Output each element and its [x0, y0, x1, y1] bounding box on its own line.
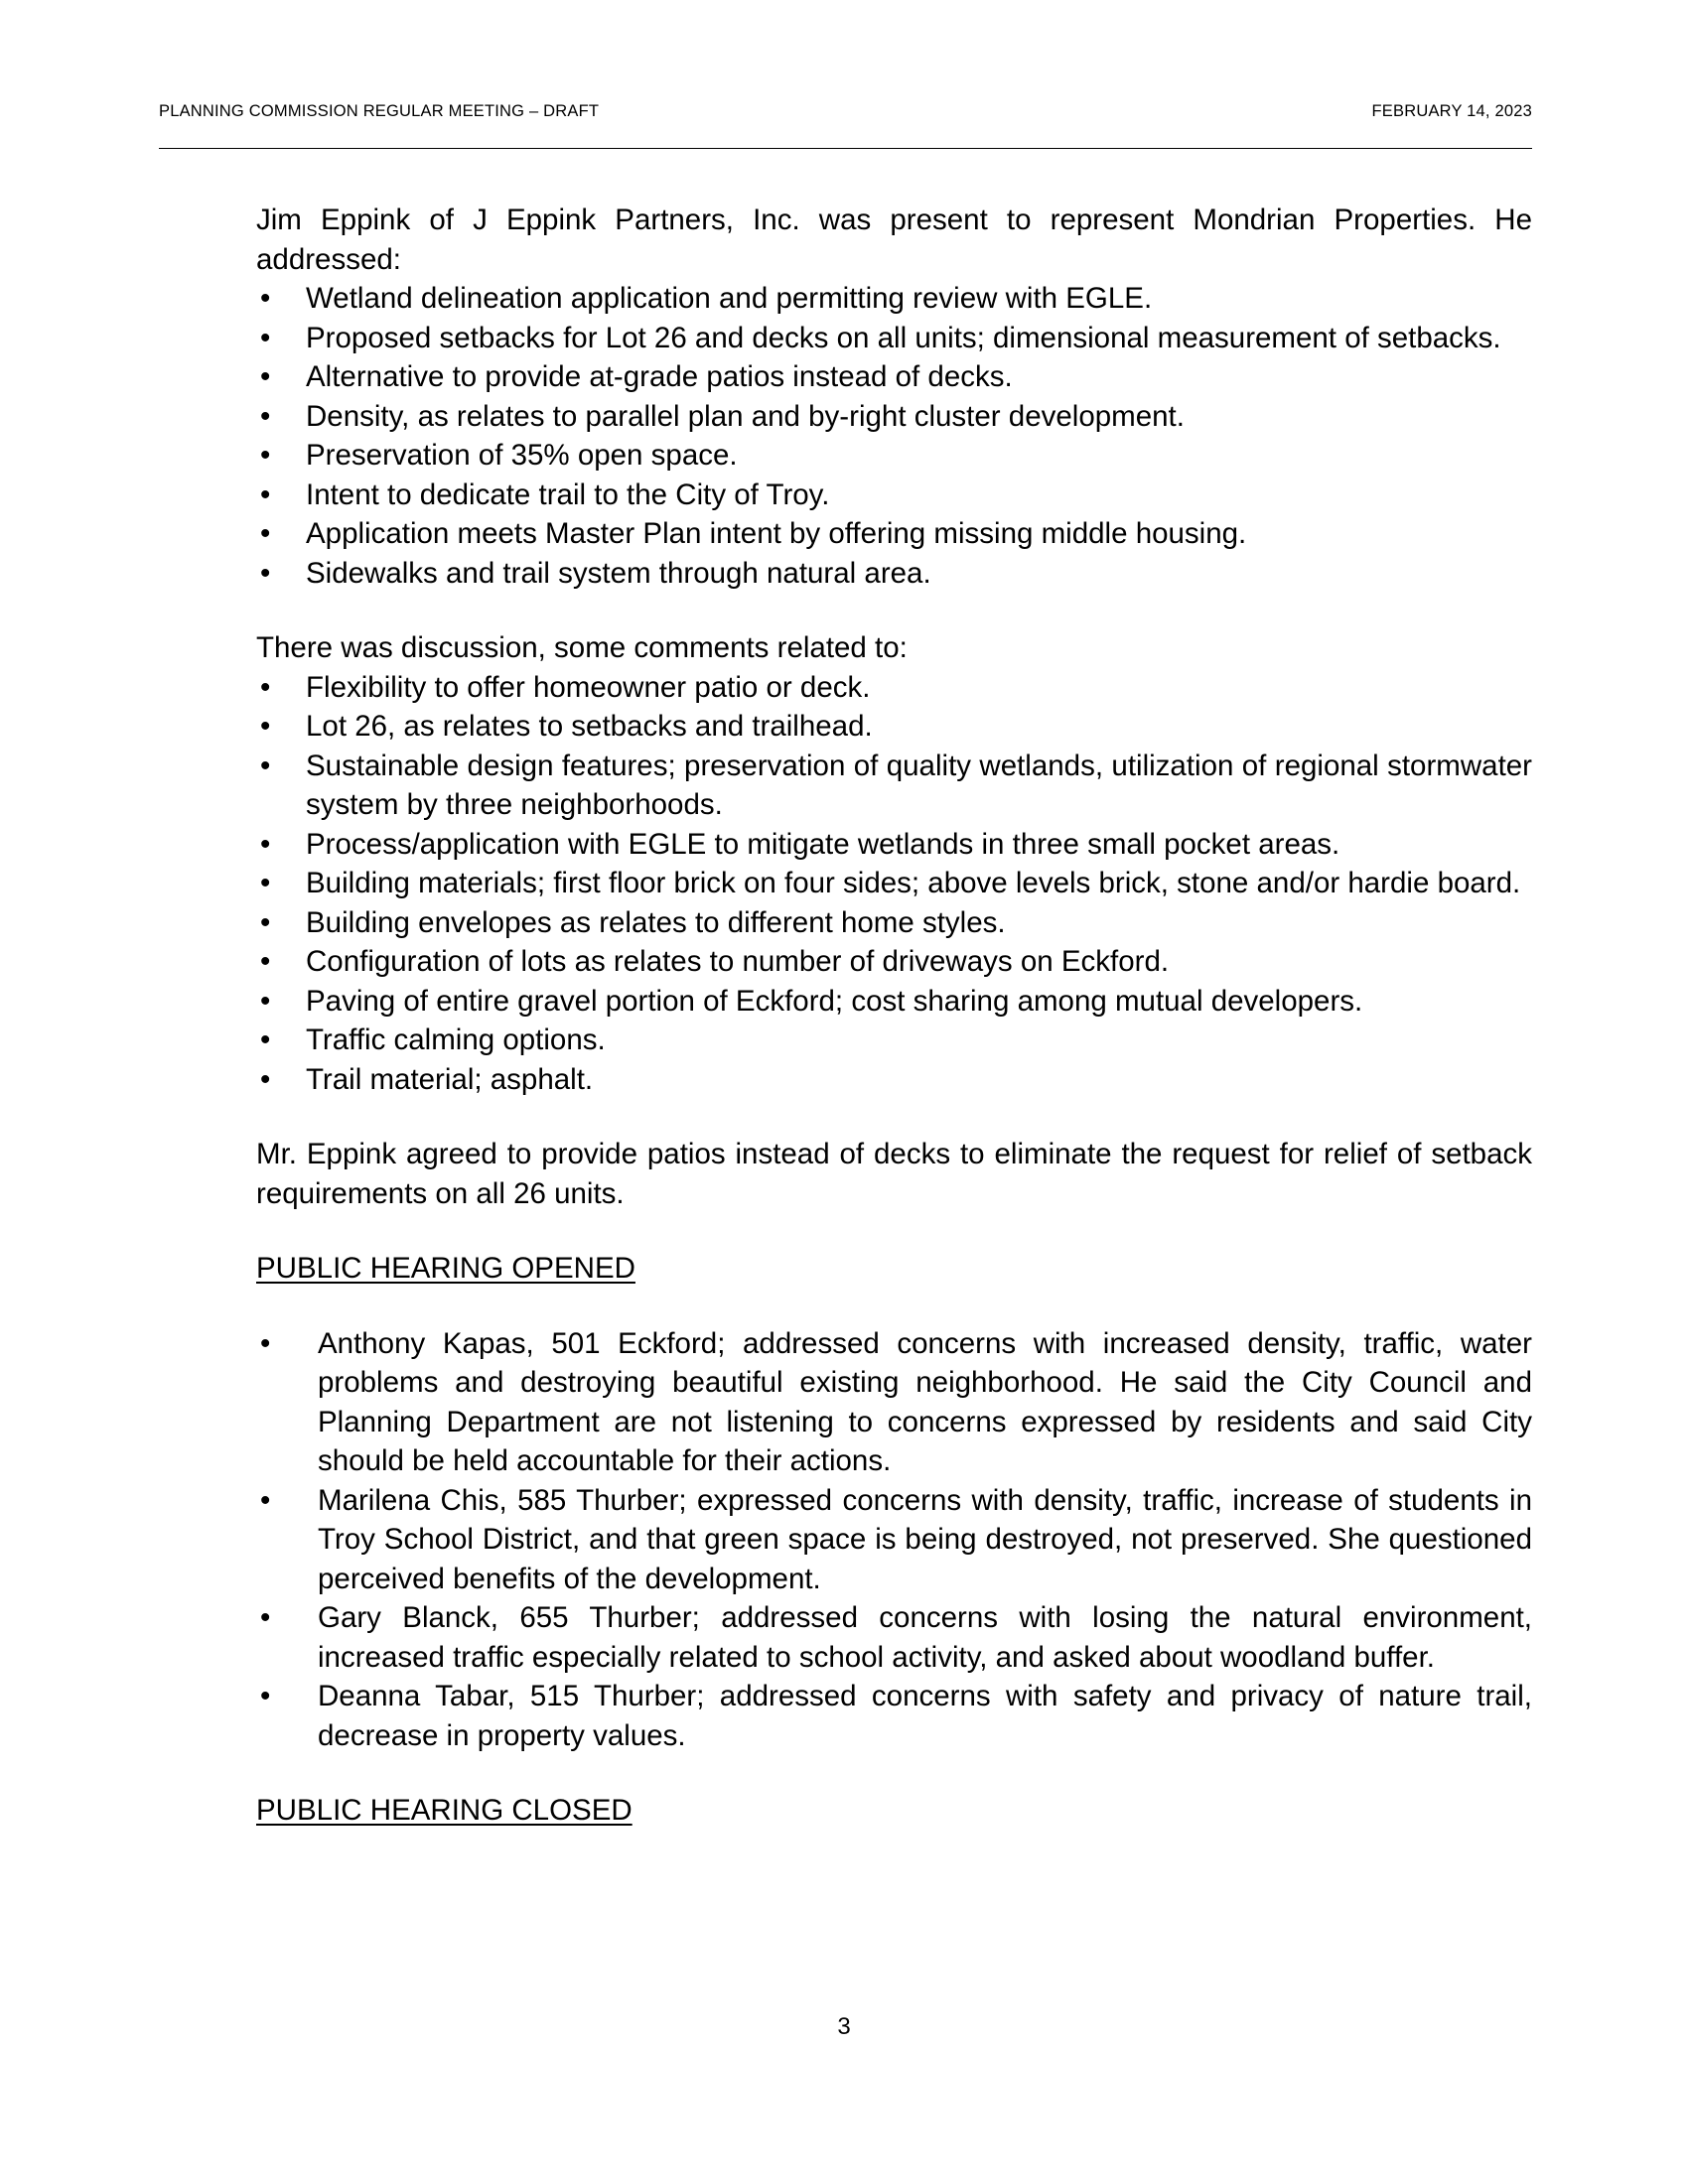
- public-comment-list: [256, 1324, 1532, 1756]
- spacer: [256, 1289, 1532, 1324]
- list-item-text: Configuration of lots as relates to number of driveways on Eckford.: [306, 945, 1170, 978]
- intro-paragraph: Jim Eppink of J Eppink Partners, Inc. was present to represent Mondrian Properties. He addressed:: [256, 204, 1532, 276]
- bullet-icon: •: [260, 749, 271, 782]
- bullet-icon: •: [260, 517, 271, 550]
- list-item-text: Gary Blanck, 655 Thurber; addressed concerns with losing the natural environment, increased traffic especially related to school activity, and asked about woodland buffer.: [318, 1601, 1532, 1674]
- bullet-icon: •: [260, 360, 271, 393]
- bullet-icon: •: [260, 1483, 271, 1517]
- list-item-text: Building envelopes as relates to different home styles.: [306, 905, 1006, 939]
- list-item-text: Flexibility to offer homeowner patio or deck.: [306, 670, 871, 704]
- list-item-text: Sidewalks and trail system through natural area.: [306, 556, 931, 590]
- list-item: [256, 825, 1532, 865]
- list-item: [256, 514, 1532, 554]
- list-item-text: Application meets Master Plan intent by offering missing middle housing.: [306, 517, 1247, 550]
- list-item: [256, 279, 1532, 319]
- list-item: [256, 942, 1532, 982]
- intro-list: [256, 279, 1532, 593]
- public-hearing-opened-heading: PUBLIC HEARING OPENED: [256, 1252, 635, 1285]
- list-item: [256, 1021, 1532, 1060]
- list-item-text: Sustainable design features; preservation of quality wetlands, utilization of regional stormwater system by three neighborhoods.: [306, 749, 1532, 821]
- list-item-text: Proposed setbacks for Lot 26 and decks on all units; dimensional measurement of setbacks.: [306, 321, 1501, 354]
- list-item: [256, 982, 1532, 1022]
- list-item-text: Alternative to provide at-grade patios instead of decks.: [306, 360, 1013, 393]
- list-item: [256, 436, 1532, 476]
- bullet-icon: •: [260, 710, 271, 743]
- list-item: [256, 903, 1532, 943]
- page-number: 3: [837, 2013, 851, 2040]
- bullet-icon: •: [260, 478, 271, 511]
- agreement-paragraph: Mr. Eppink agreed to provide patios instead of decks to eliminate the request for relief of setback requirements on all 26 units.: [256, 1138, 1532, 1210]
- list-item-text: Paving of entire gravel portion of Eckford; cost sharing among mutual developers.: [306, 984, 1363, 1018]
- list-item: [256, 1060, 1532, 1100]
- list-item-text: Building materials; first floor brick on four sides; above levels brick, stone and/or hardie board.: [306, 867, 1521, 899]
- bullet-icon: •: [260, 905, 271, 939]
- list-item: [256, 1481, 1532, 1599]
- list-item: [256, 1324, 1532, 1481]
- header-date: FEBRUARY 14, 2023: [1371, 102, 1532, 120]
- list-item-text: Process/application with EGLE to mitigate wetlands in three small pocket areas.: [306, 827, 1340, 861]
- spacer: [256, 1099, 1532, 1135]
- bullet-icon: •: [260, 945, 271, 978]
- header-divider: [159, 148, 1532, 149]
- list-item-text: Intent to dedicate trail to the City of Troy.: [306, 478, 830, 511]
- spacer: [256, 1755, 1532, 1791]
- list-item-text: Traffic calming options.: [306, 1024, 606, 1056]
- list-item-text: Anthony Kapas, 501 Eckford; addressed concerns with increased density, traffic, water problems and destroying beautiful existing neighborhood. He said the City Council and Planning Department are not listening to concerns expressed by residents and said City should be held accountable for their actions.: [318, 1326, 1532, 1477]
- discussion-list: [256, 668, 1532, 1100]
- list-item: [256, 319, 1532, 358]
- bullet-icon: •: [260, 556, 271, 590]
- spacer: [256, 1213, 1532, 1249]
- list-item-text: Lot 26, as relates to setbacks and trailhead.: [306, 710, 873, 743]
- list-item-text: Wetland delineation application and permitting review with EGLE.: [306, 282, 1153, 315]
- list-item: [256, 864, 1532, 903]
- bullet-icon: •: [260, 1024, 271, 1056]
- bullet-icon: •: [260, 670, 271, 704]
- header-title: PLANNING COMMISSION REGULAR MEETING – DRAFT: [159, 102, 600, 120]
- page-body: [256, 201, 1532, 1831]
- list-item: [256, 1677, 1532, 1755]
- bullet-icon: •: [260, 439, 271, 472]
- list-item-text: Density, as relates to parallel plan and by-right cluster development.: [306, 399, 1185, 433]
- discussion-paragraph: There was discussion, some comments related to:: [256, 631, 908, 664]
- list-item-text: Marilena Chis, 585 Thurber; expressed concerns with density, traffic, increase of students in Troy School District, and that green space is being destroyed, not preserved. She questioned perceived benefits of the development.: [318, 1483, 1532, 1595]
- bullet-icon: •: [260, 321, 271, 354]
- list-item: [256, 357, 1532, 397]
- bullet-icon: •: [260, 282, 271, 315]
- list-item: [256, 476, 1532, 515]
- page-header: [159, 102, 1532, 126]
- list-item-text: Trail material; asphalt.: [306, 1062, 594, 1096]
- bullet-icon: •: [260, 1326, 271, 1360]
- list-item: [256, 397, 1532, 437]
- bullet-icon: •: [260, 867, 271, 899]
- bullet-icon: •: [260, 399, 271, 433]
- list-item: [256, 668, 1532, 708]
- bullet-icon: •: [260, 1601, 271, 1634]
- list-item-text: Deanna Tabar, 515 Thurber; addressed concerns with safety and privacy of nature trail, decrease in property values.: [318, 1680, 1532, 1752]
- bullet-icon: •: [260, 1062, 271, 1096]
- bullet-icon: •: [260, 984, 271, 1018]
- list-item: [256, 707, 1532, 747]
- list-item: [256, 1598, 1532, 1677]
- public-hearing-closed-heading: PUBLIC HEARING CLOSED: [256, 1794, 633, 1827]
- list-item: [256, 554, 1532, 594]
- spacer: [256, 593, 1532, 628]
- bullet-icon: •: [260, 1680, 271, 1712]
- list-item-text: Preservation of 35% open space.: [306, 439, 738, 472]
- bullet-icon: •: [260, 827, 271, 861]
- list-item: [256, 747, 1532, 825]
